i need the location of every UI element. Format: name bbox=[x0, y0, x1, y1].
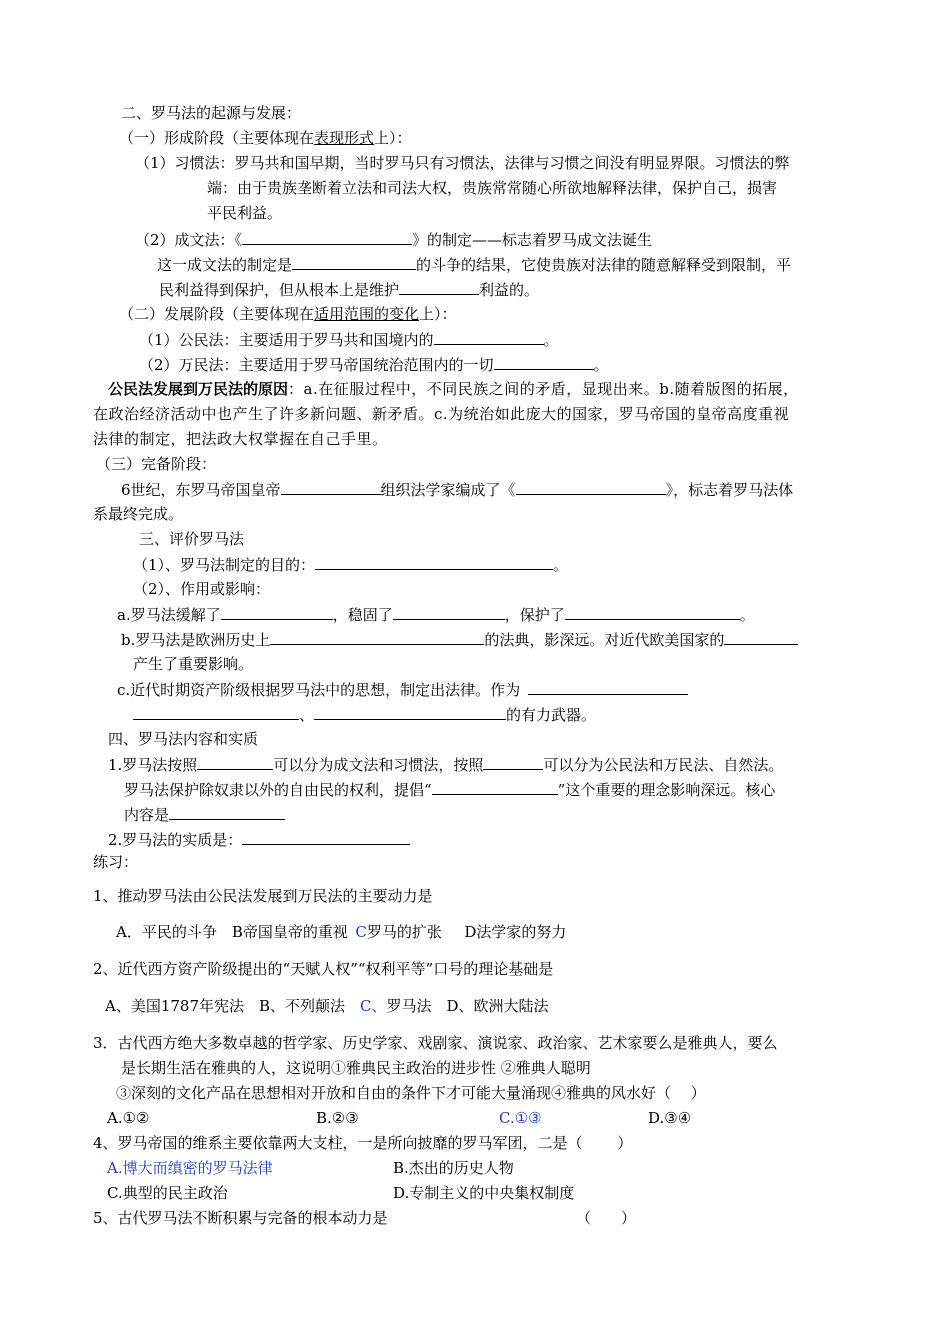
influence-a bbox=[117, 604, 755, 625]
question-2: 2、近代西方资产阶级提出的“天赋人权”“权利平等”口号的理论基础是 bbox=[93, 960, 554, 978]
blank[interactable] bbox=[315, 554, 553, 570]
blank[interactable] bbox=[197, 754, 273, 770]
blank[interactable] bbox=[724, 629, 798, 645]
question-1-options bbox=[116, 922, 566, 942]
question-4-option-b: B.杰出的历史人物 bbox=[393, 1159, 514, 1177]
question-3-option-b: B.②③ bbox=[316, 1109, 359, 1127]
text: b.罗马法是欧洲历史上 bbox=[121, 631, 271, 649]
influence-c-line-1 bbox=[117, 679, 688, 700]
customary-law-line-3: 平民利益。 bbox=[207, 204, 283, 222]
blank[interactable] bbox=[565, 604, 740, 620]
text: （1）、罗马法制定的目的： bbox=[133, 556, 316, 574]
text: 。 bbox=[739, 606, 755, 624]
text: 组织法学家编成了《 bbox=[380, 481, 516, 499]
text: ，稳固了 bbox=[332, 606, 393, 624]
question-3-option-c: C.①③ bbox=[499, 1109, 542, 1127]
text: 利益的。 bbox=[479, 281, 540, 299]
text: （2）万民法：主要适用于罗马帝国统治范围内的一切 bbox=[139, 356, 494, 374]
question-4-option-c: C.典型的民主政治 bbox=[107, 1184, 228, 1202]
written-law-line-1 bbox=[135, 229, 652, 250]
content-line-1 bbox=[108, 754, 783, 775]
influence-b-line-2: 产生了重要影响。 bbox=[133, 655, 254, 673]
blank[interactable] bbox=[494, 354, 594, 370]
section-3-title: 三、评价罗马法 bbox=[139, 530, 245, 548]
question-3-line-2: 是长期生活在雅典的人，这说明①雅典民主政治的进步性 ②雅典人聪明 bbox=[121, 1059, 591, 1077]
content-line-3 bbox=[124, 804, 285, 825]
text: ，保护了 bbox=[504, 606, 565, 624]
text: 的斗争的结果，它使贵族对法律的随意解释受到限制，平 bbox=[416, 256, 792, 274]
blank[interactable] bbox=[483, 754, 543, 770]
text: 罗马法 D、欧洲大陆法 bbox=[386, 997, 549, 1015]
blank[interactable] bbox=[242, 829, 410, 845]
blank[interactable] bbox=[434, 329, 544, 345]
answer-mark: C、 bbox=[360, 997, 387, 1015]
blank[interactable] bbox=[393, 604, 505, 620]
text: 。 bbox=[543, 331, 559, 349]
customary-law-line-2: 端：由于贵族垄断着立法和司法大权，贵族常常随心所欲地解释法律，保护自己，损害 bbox=[207, 179, 778, 197]
text: 民利益得到保护，但从根本上是维护 bbox=[159, 281, 400, 299]
completion-line-1 bbox=[121, 479, 793, 500]
content-line-2 bbox=[124, 779, 775, 800]
answer-mark: C bbox=[355, 923, 367, 941]
blank[interactable] bbox=[516, 479, 666, 495]
text: （一）形成阶段（主要体现在 bbox=[119, 129, 315, 147]
question-5: 5、古代罗马法不断积累与完备的根本动力是 bbox=[93, 1209, 388, 1227]
blank[interactable] bbox=[528, 679, 688, 695]
text: 可以分为公民法和万民法、自然法。 bbox=[543, 756, 784, 774]
reason-title: 公民法发展到万民法的原因 bbox=[108, 380, 289, 398]
customary-law-line-1: （1）习惯法：罗马共和国早期，当时罗马只有习惯法，法律与习惯之间没有明显界限。习惯法的弊 bbox=[135, 154, 790, 172]
text: 上）： bbox=[374, 129, 412, 147]
text: 。 bbox=[553, 556, 569, 574]
section-4-title: 四、罗马法内容和实质 bbox=[108, 730, 259, 748]
blank[interactable] bbox=[292, 254, 416, 270]
underlined-term: 适用范围的变化 bbox=[314, 305, 420, 323]
blank[interactable] bbox=[221, 604, 333, 620]
text: 上）： bbox=[419, 305, 457, 323]
blank[interactable] bbox=[314, 704, 506, 720]
influence-c-line-2 bbox=[133, 704, 596, 725]
blank[interactable] bbox=[133, 704, 299, 720]
text: 罗马法保护除奴隶以外的自由民的权利，提倡“ bbox=[124, 781, 432, 799]
written-law-line-2 bbox=[157, 254, 791, 275]
text: 2.罗马法的实质是： bbox=[108, 831, 243, 849]
text: 内容是 bbox=[124, 806, 170, 824]
reason-line-3: 法律的制定，把法政大权掌握在自己手里。 bbox=[93, 430, 388, 448]
stage-2-heading bbox=[119, 304, 457, 324]
text: 的法典，影深远。对近代欧美国家的 bbox=[484, 631, 725, 649]
question-3-option-d: D.③④ bbox=[648, 1109, 692, 1127]
question-2-options bbox=[105, 996, 549, 1016]
question-3-line-3: ③深刻的文化产品在思想相对开放和自由的条件下才可能大量涌现④雅典的风水好（ ） bbox=[116, 1084, 706, 1102]
text: A．平民的斗争 B帝国皇帝的重视 bbox=[116, 923, 348, 941]
stage-3-heading: （三）完备阶段： bbox=[96, 455, 217, 473]
exercise-title: 练习： bbox=[93, 853, 139, 871]
text: ”这个重要的理念影响深远。核心 bbox=[557, 781, 776, 799]
text: 。 bbox=[593, 356, 609, 374]
text: 6世纪，东罗马帝国皇帝 bbox=[121, 481, 281, 499]
text: 可以分为成文法和习惯法，按照 bbox=[273, 756, 484, 774]
influence-heading: （2）、作用或影响： bbox=[133, 580, 271, 598]
question-5-paren: （ ） bbox=[576, 1209, 637, 1227]
completion-line-2: 系最终完成。 bbox=[93, 505, 184, 523]
essence-line bbox=[108, 829, 410, 850]
blank[interactable] bbox=[399, 279, 479, 295]
reason-line-2: 在政治经济活动中也产生了许多新问题、新矛盾。c.为统治如此庞大的国家，罗马帝国的皇帝高度重视 bbox=[93, 405, 790, 423]
text: （二）发展阶段（主要体现在 bbox=[119, 305, 315, 323]
text: c.近代时期资产阶级根据罗马法中的思想，制定出法律。作为 bbox=[117, 681, 521, 699]
text: （2）成文法：《 bbox=[135, 231, 243, 249]
reason-line-1 bbox=[108, 379, 799, 399]
blank[interactable] bbox=[242, 229, 412, 245]
question-1: 1、推动罗马法由公民法发展到万民法的主要动力是 bbox=[93, 887, 433, 905]
text: 的有力武器。 bbox=[506, 706, 597, 724]
text: A、美国1787年宪法 B、不列颠法 bbox=[105, 997, 346, 1015]
text: a.罗马法缓解了 bbox=[117, 606, 221, 624]
civil-law-line bbox=[139, 329, 559, 350]
gentium-law-line bbox=[139, 354, 609, 375]
blank[interactable] bbox=[169, 804, 285, 820]
text: 》，标志着罗马法体 bbox=[665, 481, 794, 499]
section-2-title: 二、罗马法的起源与发展： bbox=[121, 104, 302, 122]
text: 这一成文法的制定是 bbox=[157, 256, 293, 274]
text: （1）公民法：主要适用于罗马共和国境内的 bbox=[139, 331, 434, 349]
blank[interactable] bbox=[432, 779, 558, 795]
question-3-line-1: 3．古代西方绝大多数卓越的哲学家、历史学家、戏剧家、演说家、政治家、艺术家要么是雅典人，要么 bbox=[93, 1034, 778, 1052]
blank[interactable] bbox=[270, 629, 484, 645]
text: 、 bbox=[299, 706, 315, 724]
question-4-option-d: D.专制主义的中央集权制度 bbox=[393, 1184, 575, 1202]
question-4-option-a: A.博大而缜密的罗马法律 bbox=[107, 1159, 273, 1177]
text: 1.罗马法按照 bbox=[108, 756, 198, 774]
influence-b-line-1 bbox=[121, 629, 798, 650]
text: 》的制定——标志着罗马成文法诞生 bbox=[412, 231, 653, 249]
stage-1-heading bbox=[119, 128, 412, 148]
text: 罗马的扩张 bbox=[366, 923, 442, 941]
blank[interactable] bbox=[281, 479, 381, 495]
text: ：a.在征服过程中，不同民族之间的矛盾，显现出来。b.随着版图的拓展， bbox=[288, 380, 799, 398]
purpose-line bbox=[133, 554, 568, 575]
written-law-line-3 bbox=[159, 279, 539, 300]
text: D法学家的努力 bbox=[464, 923, 567, 941]
question-4: 4、罗马帝国的维系主要依靠两大支柱，一是所向披靡的罗马军团，二是（ ） bbox=[93, 1134, 633, 1152]
question-3-option-a: A.①② bbox=[107, 1109, 150, 1127]
underlined-term: 表现形式 bbox=[314, 129, 375, 147]
